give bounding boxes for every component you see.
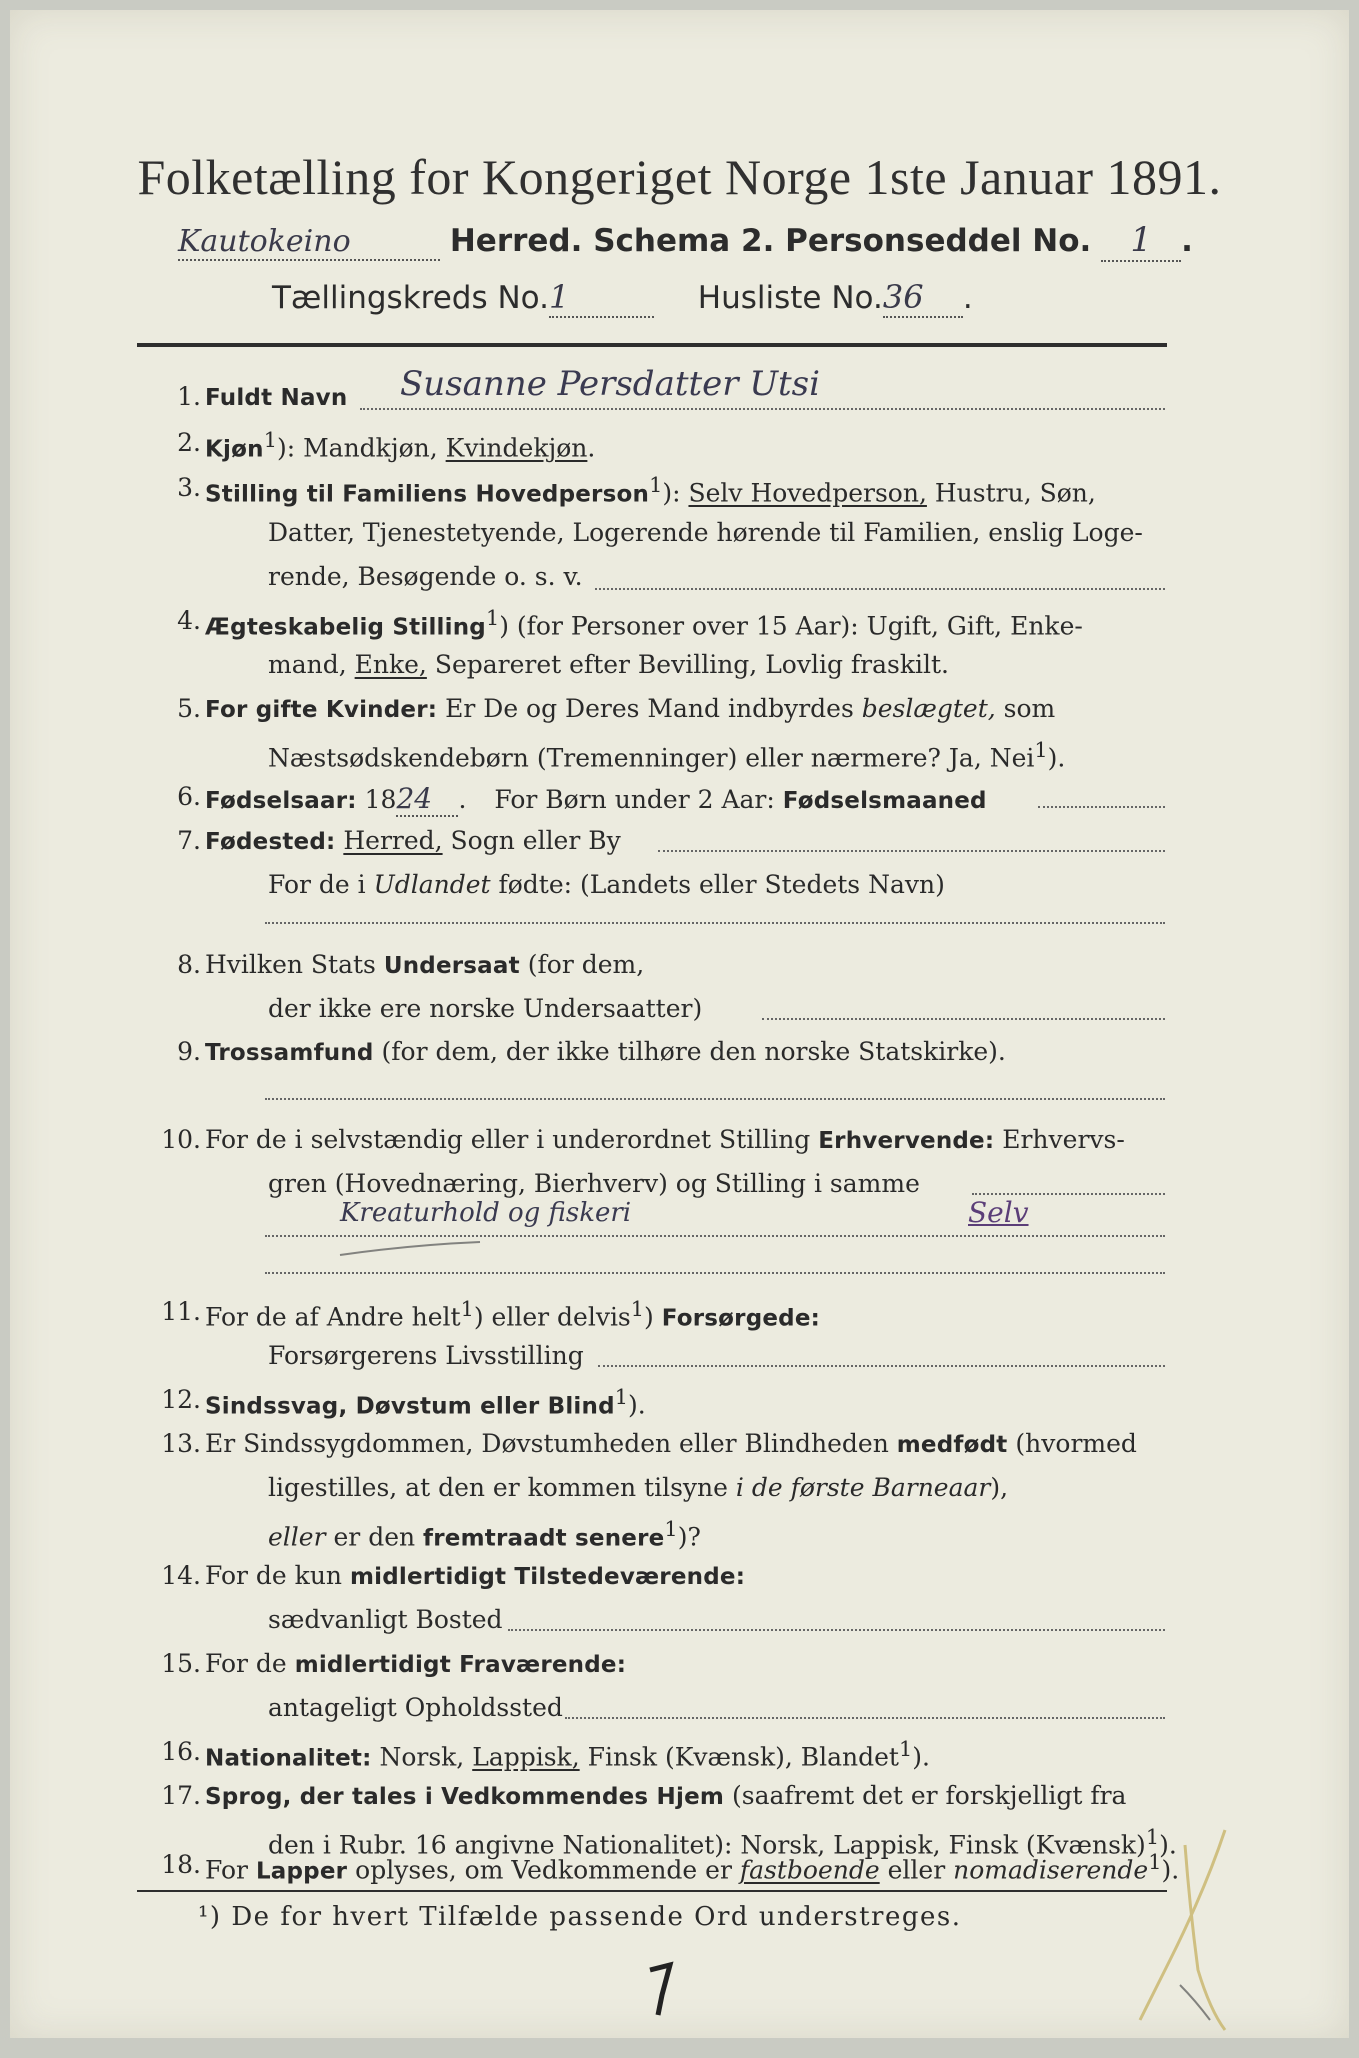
item-17-line2: den i Rubr. 16 angivne Nationalitet): Norsk, Lappisk, Finsk (Kvænsk)$^1$).: [268, 1825, 1177, 1860]
husliste-label: Husliste No.: [697, 280, 883, 316]
item-5-line2: Næstsødskendebørn (Tremenninger) eller nærmere? Ja, Nei$^1$).: [268, 738, 1066, 773]
item-number: 12.: [161, 1385, 201, 1414]
herred-value: Kautokeino: [178, 224, 440, 261]
herred-row: Kautokeino Herred. Schema 2. Personseddel No. 1 .: [178, 220, 1193, 260]
item-18: For Lapper oplyses, om Vedkommende er fastboende eller nomadiserende$^1$).: [205, 1850, 1180, 1885]
item-15-line2: antageligt Opholdssted: [268, 1693, 563, 1722]
item-number: 9.: [177, 1037, 201, 1066]
item-7: Fødested: Herred, Sogn eller By: [205, 826, 621, 855]
census-form: [10, 10, 1349, 2038]
item-number: 10.: [161, 1125, 201, 1154]
item-number: 7.: [177, 826, 201, 855]
item-number: 4.: [177, 606, 201, 635]
item-13-line3: eller er den fremtraadt senere$^1$)?: [268, 1517, 701, 1552]
item-17: Sprog, der tales i Vedkommendes Hjem (saafremt det er forskjelligt fra: [205, 1781, 1127, 1810]
personseddel-no: 1: [1101, 220, 1181, 262]
item-12: Sindssvag, Døvstum eller Blind$^1$).: [205, 1385, 646, 1420]
occupation-value: Kreaturhold og fiskeri: [340, 1198, 632, 1228]
krets-row: Tællingskreds No.1 Husliste No.36 .: [272, 278, 973, 316]
item-10-line2: gren (Hovednæring, Bierhverv) og Stilling i samme: [268, 1169, 920, 1198]
occupation-status-value: Selv: [968, 1196, 1029, 1229]
name-value: Susanne Persdatter Utsi: [400, 364, 820, 404]
item-number: 5.: [177, 694, 201, 723]
item-label: Fuldt Navn: [205, 385, 348, 411]
item-9: Trossamfund (for dem, der ikke tilhøre den norske Statskirke).: [205, 1037, 1006, 1066]
item-6: Fødselsaar: 1824 . For Børn under 2 Aar: Fødselsmaaned: [205, 782, 987, 815]
item-4-line2: mand, Enke, Separeret efter Bevilling, Lovlig fraskilt.: [268, 650, 949, 679]
item-3-line2: Datter, Tjenestetyende, Logerende hørende til Familien, enslig Loge-: [268, 518, 1143, 547]
item-13: Er Sindssygdommen, Døvstumheden eller Blindheden medfødt (hvormed: [205, 1429, 1137, 1458]
item-7-line2: For de i Udlandet fødte: (Landets eller Stedets Navn): [268, 870, 945, 899]
item-number: 11.: [161, 1297, 201, 1326]
item-number: 6.: [177, 782, 201, 811]
item-3-line3: rende, Besøgende o. s. v.: [268, 562, 583, 591]
item-number: 2.: [177, 428, 201, 457]
item-11-line2: Forsørgerens Livsstilling: [268, 1341, 584, 1370]
krets-no: 1: [549, 278, 654, 318]
item-number: 18.: [161, 1850, 201, 1879]
item-16: Nationalitet: Norsk, Lappisk, Finsk (Kvænsk), Blandet$^1$).: [205, 1737, 930, 1772]
schema-label: Herred. Schema 2. Personseddel No.: [449, 223, 1092, 259]
item-14: For de kun midlertidigt Tilstedeværende:: [205, 1561, 746, 1590]
footnote: ¹) De for hvert Tilfælde passende Ord understreges.: [198, 1902, 962, 1932]
krets-label: Tællingskreds No.: [272, 280, 549, 316]
item-number: 15.: [161, 1649, 201, 1678]
item-number: 13.: [161, 1429, 201, 1458]
item-10: For de i selvstændig eller i underordnet Stilling Erhvervende: Erhvervs-: [205, 1125, 1125, 1154]
item-5: For gifte Kvinder: Er De og Deres Mand indbyrdes beslægtet, som: [205, 694, 1056, 723]
item-15: For de midlertidigt Fraværende:: [205, 1649, 627, 1678]
item-2: Kjøn$^1$): Mandkjøn, Kvindekjøn.: [205, 428, 596, 463]
husliste-no: 36: [883, 278, 963, 318]
item-8-line2: der ikke ere norske Undersaatter): [268, 994, 703, 1023]
item-number: 14.: [161, 1561, 201, 1590]
item-8: Hvilken Stats Undersaat (for dem,: [205, 950, 645, 979]
item-13-line2: ligestilles, at den er kommen tilsyne i de første Barneaar),: [268, 1473, 1009, 1502]
birth-year-value: 24: [396, 782, 458, 817]
item-14-line2: sædvanligt Bosted: [268, 1605, 503, 1634]
pencil-marks: [10, 10, 1349, 2038]
form-title: Folketælling for Kongeriget Norge 1ste Januar 1891.: [137, 149, 1222, 205]
item-number: 8.: [177, 950, 201, 979]
item-number: 1.: [177, 382, 201, 411]
item-number: 16.: [161, 1737, 201, 1766]
item-11: For de af Andre helt$^1$) eller delvis$^1$) Forsørgede:: [205, 1297, 821, 1332]
item-4: Ægteskabelig Stilling$^1$) (for Personer over 15 Aar): Ugift, Gift, Enke-: [205, 606, 1083, 641]
item-number: 17.: [161, 1781, 201, 1810]
item-number: 3.: [177, 473, 201, 502]
item-3: Stilling til Familiens Hovedperson$^1$): Selv Hovedperson, Hustru, Søn,: [205, 473, 1096, 508]
